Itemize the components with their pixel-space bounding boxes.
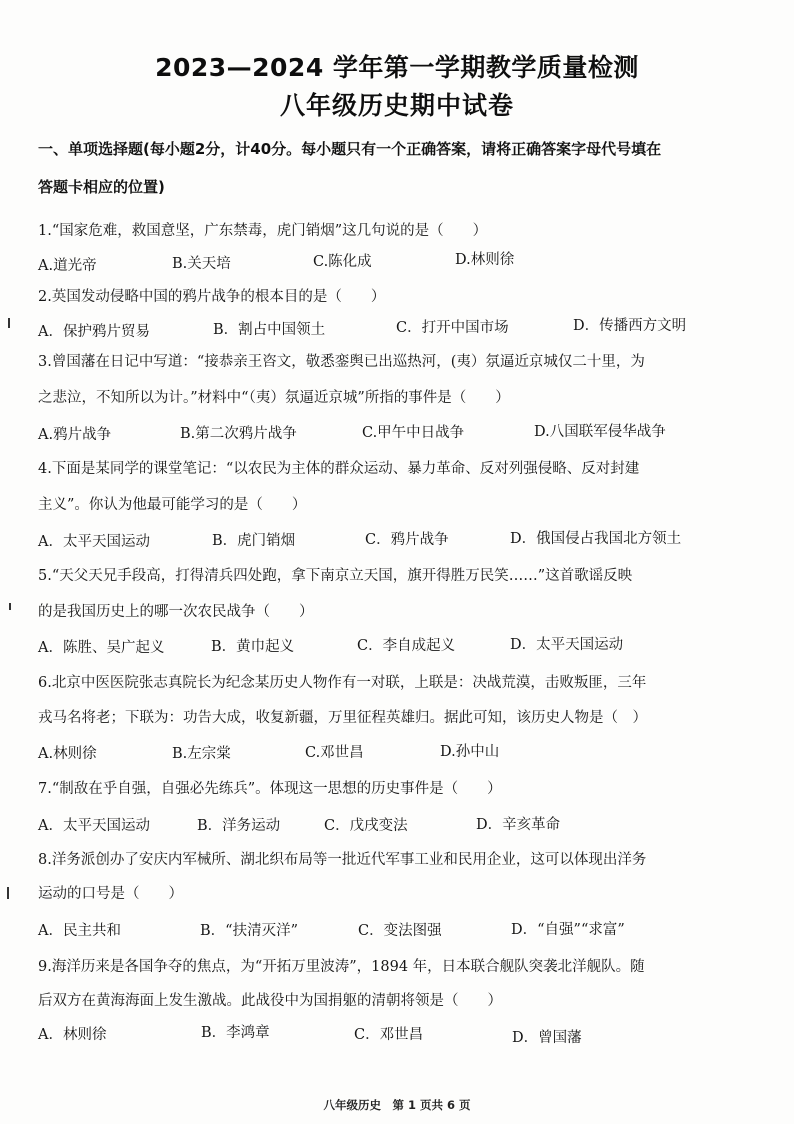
- option-b: B．割占中国领土: [213, 322, 326, 338]
- option-a: A.鸦片战争: [38, 427, 112, 443]
- option-b: B．虎门销烟: [212, 533, 296, 549]
- section-heading-line1: 一、单项选择题(每小题2分，计40分。每小题只有一个正确答案，请将正确答案字母代号填在: [38, 140, 662, 158]
- question-stem: 2.英国发动侵略中国的鸦片战争的根本目的是（ ）: [38, 289, 386, 305]
- option-d: D．俄国侵占我国北方领土: [510, 531, 682, 547]
- option-c: C.陈化成: [313, 254, 372, 270]
- question-stem-line1: 4.下面是某同学的课堂笔记：“以农民为主体的群众运动、暴力革命、反对列强侵略、反对封建: [38, 461, 640, 477]
- option-c: C.甲午中日战争: [362, 425, 465, 441]
- question-stem-line2: 之悲泣，不知所以为计。”材料中“（夷）氛逼近京城”所指的事件是（ ）: [38, 390, 510, 406]
- option-c: C．邓世昌: [354, 1027, 424, 1043]
- question-stem-line1: 5.“天父天兄手段高，打得清兵四处跑，拿下南京立天国，旗开得胜万民笑……”这首歌谣反映: [38, 568, 633, 584]
- option-b: B．“扶清灭洋”: [200, 923, 298, 939]
- option-d: D．传播西方文明: [573, 318, 687, 334]
- option-b: B．洋务运动: [197, 818, 281, 834]
- option-b: B.第二次鸦片战争: [180, 426, 297, 442]
- scan-speck: [7, 887, 9, 899]
- option-c: C.邓世昌: [305, 745, 364, 761]
- option-a: A．太平天国运动: [38, 818, 150, 834]
- option-b: B．李鸿章: [201, 1025, 270, 1041]
- question-stem-line2: 后双方在黄海海面上发生激战。此战役中为国捐躯的清朝将领是（ ）: [38, 993, 502, 1009]
- option-a: A.林则徐: [38, 746, 97, 762]
- option-d: D．“自强”“求富”: [511, 922, 625, 938]
- exam-title-line2: 八年级历史期中试卷: [279, 91, 514, 120]
- exam-title-line1: 2023—2024 学年第一学期教学质量检测: [155, 53, 639, 82]
- option-b: B.左宗棠: [172, 746, 231, 762]
- option-d: D．辛亥革命: [476, 817, 561, 833]
- question-stem: 1.“国家危难，救国意坚，广东禁毒，虎门销烟”这几句说的是（ ）: [38, 223, 488, 239]
- question-stem-line2: 主义”。你认为他最可能学习的是（ ）: [38, 497, 307, 513]
- page-footer: 八年级历史 第 1 页共 6 页: [323, 1098, 471, 1112]
- option-a: A．保护鸦片贸易: [38, 324, 150, 340]
- option-c: C．打开中国市场: [396, 320, 509, 336]
- option-d: D.八国联军侵华战争: [534, 424, 666, 440]
- question-stem-line1: 6.北京中医医院张志真院长为纪念某历史人物作有一对联，上联是：决战荒漠，击败叛匪，三年: [38, 675, 647, 691]
- option-d: D．太平天国运动: [510, 637, 624, 653]
- option-c: C．戊戌变法: [324, 818, 408, 834]
- scan-speck: [9, 603, 11, 610]
- question-stem-line1: 9.海洋历来是各国争夺的焦点，为“开拓万里波涛”，1894 年，日本联合舰队突袭北洋舰队。随: [38, 959, 645, 975]
- question-stem-line2: 戎马名将老；下联为：功告大成，收复新疆，万里征程英雄归。据此可知，该历史人物是（ ）: [38, 710, 647, 726]
- option-b: B.关天培: [172, 256, 231, 272]
- option-d: D.孙中山: [440, 744, 500, 760]
- option-a: A．林则徐: [38, 1027, 107, 1043]
- option-c: C．鸦片战争: [365, 532, 449, 548]
- option-c: C．变法图强: [358, 923, 442, 939]
- option-a: A．太平天国运动: [38, 534, 150, 550]
- option-c: C．李自成起义: [357, 638, 456, 654]
- question-stem-line2: 运动的口号是（ ）: [38, 886, 183, 902]
- option-a: A．民主共和: [38, 923, 121, 939]
- option-b: B．黄巾起义: [211, 639, 295, 655]
- option-a: A.道光帝: [38, 258, 97, 274]
- section-heading-line2: 答题卡相应的位置): [38, 178, 165, 196]
- question-stem-line1: 8.洋务派创办了安庆内军械所、湖北织布局等一批近代军事工业和民用企业，这可以体现出洋务: [38, 852, 647, 868]
- question-stem-line1: 3.曾国藩在日记中写道：“接恭亲王咨文，敬悉銮舆已出巡热河，(夷）氛逼近京城仅二十里，为: [38, 354, 645, 370]
- option-a: A．陈胜、吴广起义: [38, 640, 165, 656]
- option-d: D．曾国藩: [512, 1030, 582, 1046]
- question-stem: 7.“制敌在乎自强，自强必先练兵”。体现这一思想的历史事件是（ ）: [38, 781, 502, 797]
- option-d: D.林则徐: [455, 252, 515, 268]
- question-stem-line2: 的是我国历史上的哪一次农民战争（ ）: [38, 604, 314, 620]
- scan-speck: [8, 318, 10, 328]
